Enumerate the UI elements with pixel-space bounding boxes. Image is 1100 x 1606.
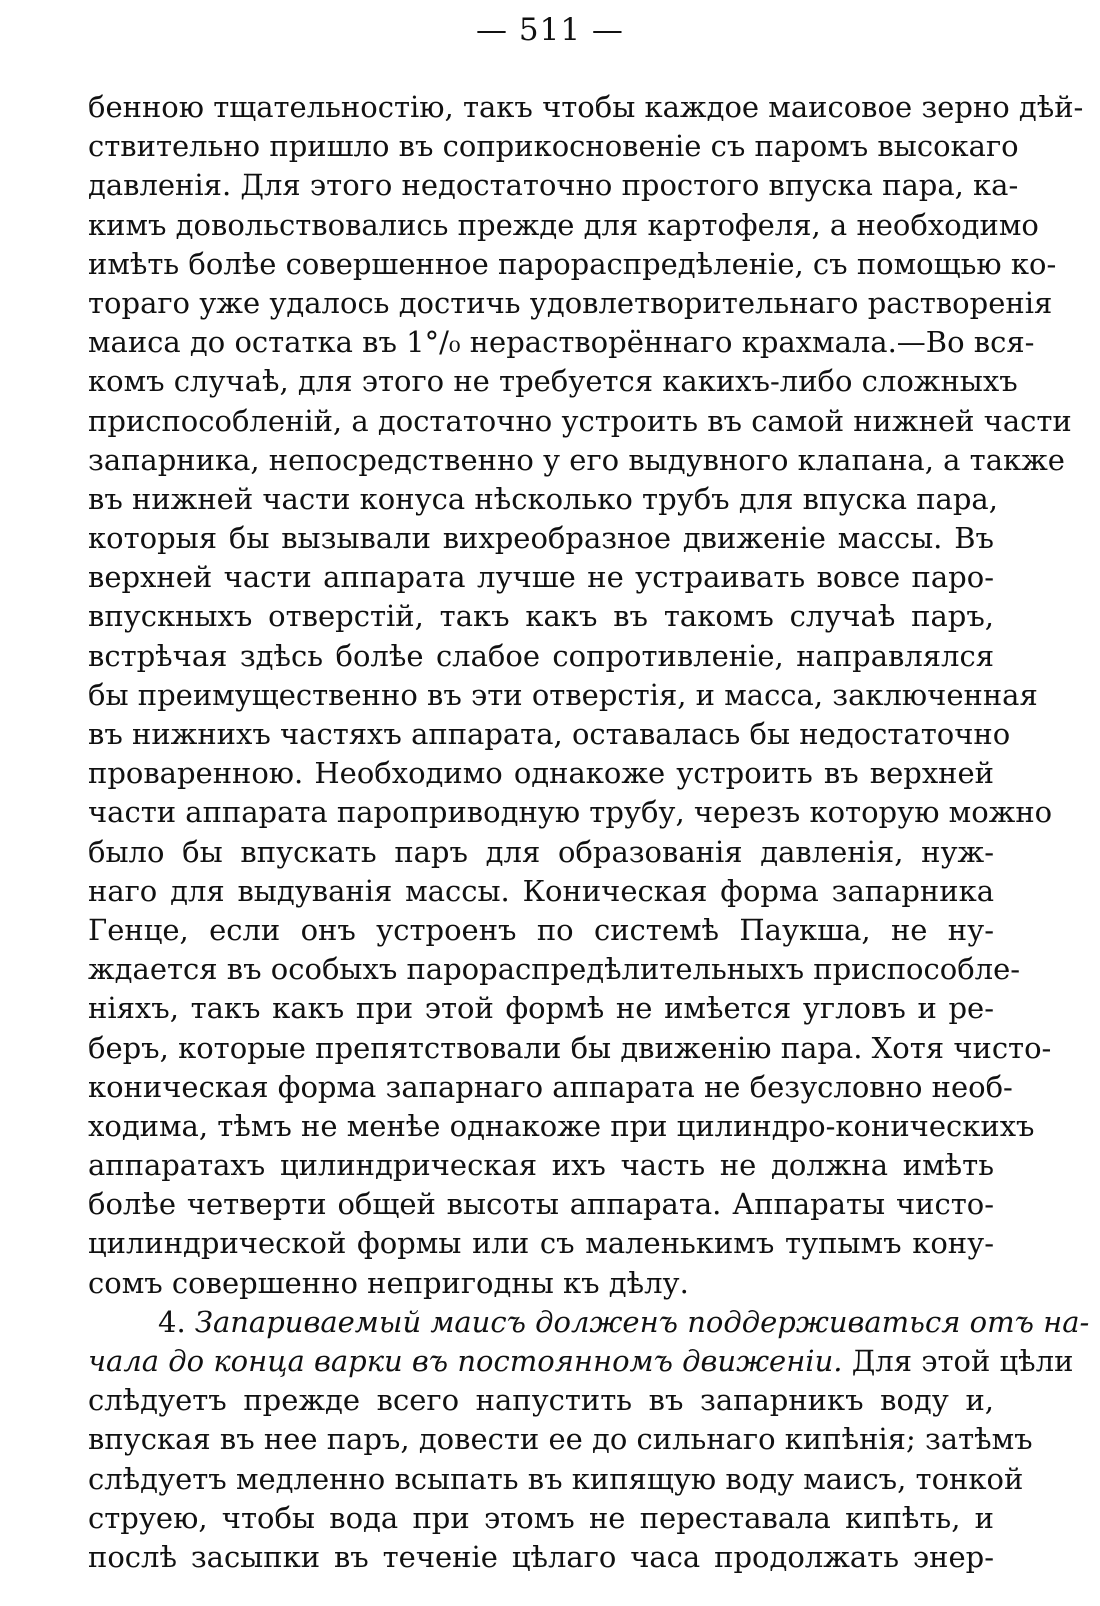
text-line-10: запарника, непосредственно у его выдувного клапана, а также bbox=[88, 442, 1065, 477]
paragraph-4-line-5: слѣдуетъ медленно всыпать въ кипящую воду маисъ, тонкой bbox=[88, 1461, 1024, 1496]
page-number: — 511 — bbox=[476, 12, 624, 48]
text-line-28: аппаратахъ цилиндрическая ихъ часть не должна имѣть bbox=[88, 1148, 994, 1183]
text-line-3: давленія. Для этого недостаточно простого впуска пара, ка- bbox=[88, 168, 1019, 203]
text-line-25: беръ, которые препятствовали бы движенію пара. Хотя чисто- bbox=[88, 1030, 1052, 1065]
text-line-7: маиса до остатка въ 1°/₀ нерастворённаго крахмала.—Во вся- bbox=[88, 325, 1035, 360]
paragraph-heading-part-2: чала до конца варки въ постоянномъ движеніи. bbox=[88, 1344, 843, 1378]
text-line-18: проваренною. Необходимо однакоже устроить въ верхней bbox=[88, 756, 994, 791]
paragraph-4-line-4: впуская въ нее паръ, довести ее до сильнаго кипѣнія; затѣмъ bbox=[88, 1422, 1033, 1457]
text-line-26: коническая форма запарнаго аппарата не безусловно необ- bbox=[88, 1069, 1013, 1104]
paragraph-4-line-1 bbox=[88, 1303, 1090, 1342]
paragraph-4-line-6: струею, чтобы вода при этомъ не переставала кипѣть, и bbox=[88, 1500, 994, 1535]
paragraph-text-tail: Для этой цѣли bbox=[842, 1344, 1074, 1378]
text-line-20: было бы впускать паръ для образованія давленія, нуж- bbox=[88, 834, 994, 869]
text-line-27: ходима, тѣмъ не менѣе однакоже при цилиндро-коническихъ bbox=[88, 1108, 1035, 1143]
paragraph-number: 4. bbox=[158, 1304, 186, 1339]
text-line-11: въ нижней части конуса нѣсколько трубъ для впуска пара, bbox=[88, 481, 998, 516]
text-line-1: бенною тщательностію, такъ чтобы каждое маисовое зерно дѣй- bbox=[88, 90, 1084, 124]
text-line-24: ніяхъ, такъ какъ при этой формѣ не имѣется угловъ и ре- bbox=[88, 991, 994, 1026]
paragraph-heading-part-1: Запариваемый маисъ долженъ поддерживаться отъ на- bbox=[194, 1304, 1090, 1339]
text-line-2: ствительно пришло въ соприкосновеніе съ паромъ высокаго bbox=[88, 129, 1019, 164]
text-line-23: ждается въ особыхъ парораспредѣлительныхъ приспособле- bbox=[88, 952, 1021, 987]
text-line-15: встрѣчая здѣсь болѣе слабое сопротивленіе, направлялся bbox=[88, 638, 994, 673]
text-line-13: верхней части аппарата лучше не устраивать вовсе паро- bbox=[88, 560, 994, 595]
paragraph-4-line-3: слѣдуетъ прежде всего напустить въ запарникъ воду и, bbox=[88, 1383, 994, 1418]
text-line-9: приспособленій, а достаточно устроить въ самой нижней части bbox=[88, 403, 1072, 438]
text-line-30: цилиндрической формы или съ маленькимъ тупымъ кону- bbox=[88, 1226, 994, 1261]
text-line-14: впускныхъ отверстій, такъ какъ въ такомъ случаѣ паръ, bbox=[88, 599, 994, 634]
text-line-16: бы преимущественно въ эти отверстія, и масса, заключенная bbox=[88, 677, 1038, 712]
text-line-19: части аппарата пароприводную трубу, черезъ которую можно bbox=[88, 795, 1053, 830]
body-text bbox=[88, 88, 1090, 1577]
paragraph-4-line-7: послѣ засыпки въ теченіе цѣлаго часа продолжать энер- bbox=[88, 1539, 994, 1574]
text-line-4: кимъ довольствовались прежде для картофеля, а необходимо bbox=[88, 207, 1039, 242]
text-line-22: Генце, если онъ устроенъ по системѣ Паукша, не ну- bbox=[88, 912, 994, 947]
text-line-12: которыя бы вызывали вихреобразное движеніе массы. Въ bbox=[88, 521, 994, 556]
paragraph-4-line-2 bbox=[88, 1342, 1074, 1381]
text-line-5: имѣть болѣе совершенное парораспредѣленіе, съ помощью ко- bbox=[88, 246, 1057, 281]
text-line-21: наго для выдуванія массы. Коническая форма запарника bbox=[88, 873, 994, 908]
text-line-17: въ нижнихъ частяхъ аппарата, оставалась бы недостаточно bbox=[88, 717, 1011, 751]
text-line-31: сомъ совершенно непригодны къ дѣлу. bbox=[88, 1265, 689, 1300]
text-line-29: болѣе четверти общей высоты аппарата. Аппараты чисто- bbox=[88, 1187, 994, 1222]
text-line-8: комъ случаѣ, для этого не требуется какихъ-либо сложныхъ bbox=[88, 364, 1018, 399]
text-line-6: тораго уже удалось достичь удовлетворительнаго растворенія bbox=[88, 285, 1053, 320]
